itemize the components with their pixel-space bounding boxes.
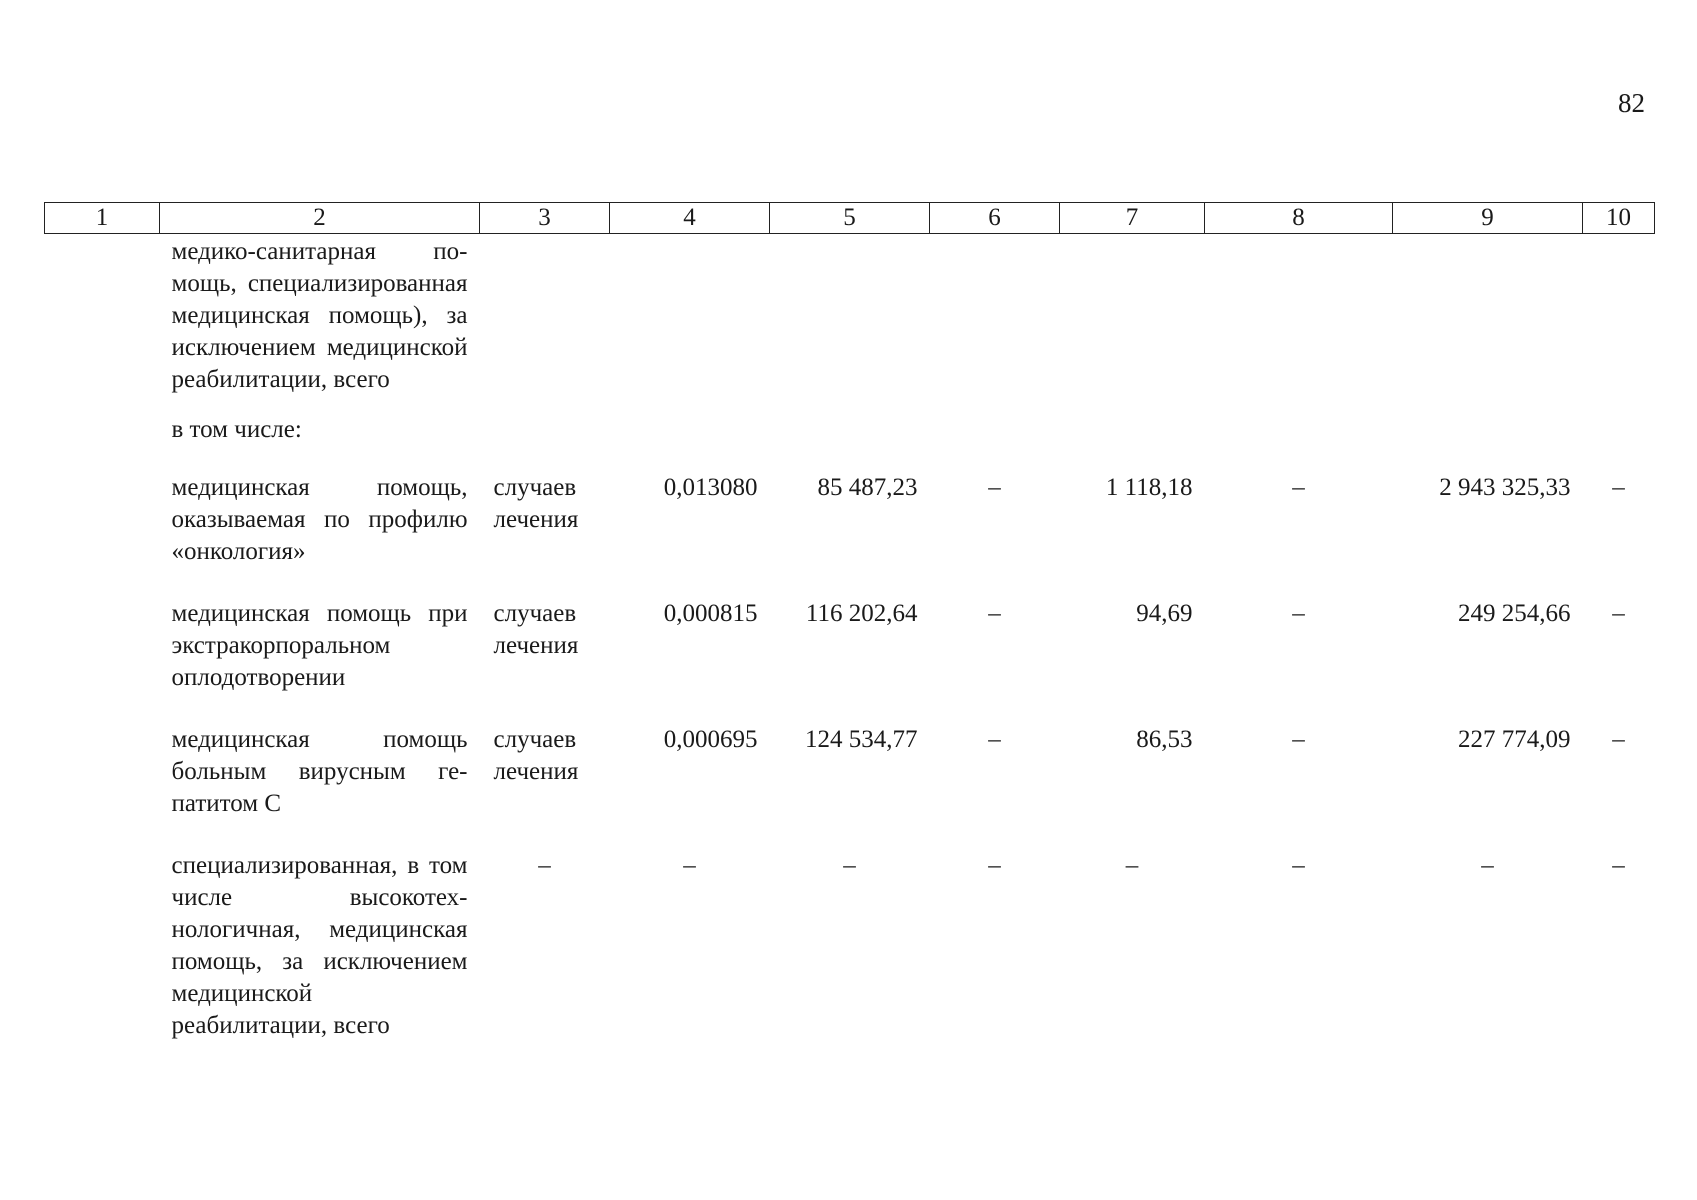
table-row — [45, 414, 1655, 472]
row-name: медицинская помощь, оказываемая по профилю «онкология» — [171, 474, 468, 565]
col-6-cell: – — [988, 474, 1001, 501]
col-4-cell: 0,000695 — [663, 726, 758, 753]
col-5-cell: 116 202,64 — [805, 600, 918, 627]
col-6-cell: – — [988, 726, 1001, 753]
unit-cell — [480, 234, 610, 415]
col-1-cell — [45, 234, 160, 415]
col-7-cell: 1 118,18 — [1105, 474, 1193, 501]
row-name: медико-санитарная помощь, специализированная медицинская помощь), за исключением медицинской реабилитации, всего — [171, 238, 468, 393]
col-5-cell — [770, 414, 930, 472]
col-7-cell — [1060, 414, 1205, 472]
table-row — [45, 724, 1655, 850]
col-10-cell: – — [1612, 474, 1625, 501]
col-5-cell — [770, 234, 930, 415]
column-header-9: 9 — [1393, 203, 1583, 234]
column-header-5: 5 — [770, 203, 930, 234]
col-10-cell: – — [1612, 600, 1625, 627]
row-name: в том числе: — [171, 416, 302, 443]
table-row — [45, 472, 1655, 598]
col-7-cell — [1060, 234, 1205, 415]
col-9-cell: – — [1481, 852, 1494, 879]
header-row — [45, 203, 1655, 234]
col-1-cell — [45, 724, 160, 850]
unit-cell: случаев лечения — [493, 726, 579, 785]
col-9-cell: 2 943 325,33 — [1439, 474, 1571, 501]
col-10-cell — [1583, 414, 1655, 472]
page-number: 82 — [1618, 88, 1645, 118]
column-header-6: 6 — [930, 203, 1060, 234]
column-header-2: 2 — [160, 203, 480, 234]
col-1-cell — [45, 850, 160, 1052]
col-4-cell: 0,013080 — [663, 474, 758, 501]
col-4-cell: 0,000815 — [663, 600, 758, 627]
col-1-cell — [45, 414, 160, 472]
col-8-cell: – — [1292, 600, 1305, 627]
column-header-3: 3 — [480, 203, 610, 234]
col-5-cell: 124 534,77 — [805, 726, 918, 753]
table-row — [45, 850, 1655, 1052]
col-8-cell: – — [1292, 726, 1305, 753]
col-7-cell: 94,69 — [1136, 600, 1193, 627]
col-6-cell — [930, 414, 1060, 472]
col-10-cell: – — [1612, 726, 1625, 753]
row-name: медицинская помощь при экстракорпоральном оплодотворении — [171, 600, 468, 691]
col-8-cell: – — [1292, 852, 1305, 879]
col-7-cell: 86,53 — [1136, 726, 1193, 753]
col-8-cell — [1205, 414, 1393, 472]
table-body — [45, 234, 1655, 1053]
table-row — [45, 234, 1655, 415]
col-4-cell — [610, 414, 770, 472]
col-9-cell — [1393, 414, 1583, 472]
col-1-cell — [45, 598, 160, 724]
col-1-cell — [45, 472, 160, 598]
col-9-cell — [1393, 234, 1583, 415]
col-6-cell: – — [988, 600, 1001, 627]
unit-cell — [480, 414, 610, 472]
col-6-cell — [930, 234, 1060, 415]
col-8-cell — [1205, 234, 1393, 415]
unit-cell: – — [538, 852, 551, 879]
column-header-7: 7 — [1060, 203, 1205, 234]
unit-cell: случаев лечения — [493, 474, 579, 533]
col-10-cell: – — [1612, 852, 1625, 879]
data-table — [44, 202, 1655, 1052]
col-4-cell — [610, 234, 770, 415]
column-header-4: 4 — [610, 203, 770, 234]
column-header-8: 8 — [1205, 203, 1393, 234]
col-7-cell: – — [1125, 852, 1139, 879]
col-9-cell: 227 774,09 — [1458, 726, 1571, 753]
column-header-10: 10 — [1583, 203, 1655, 234]
col-4-cell: – — [683, 852, 696, 879]
column-header-1: 1 — [45, 203, 160, 234]
row-name: медицинская помощь больным вирусным гепатитом С — [171, 726, 468, 817]
col-10-cell — [1583, 234, 1655, 415]
row-name: специализированная, в том числе высокотехнологичная, медицинская помощь, за исключением медицинской реабилитации, всего — [171, 852, 468, 1039]
table-container — [44, 202, 1654, 1052]
col-5-cell: – — [843, 852, 856, 879]
col-8-cell: – — [1292, 474, 1305, 501]
unit-cell: случаев лечения — [493, 600, 579, 659]
table-header — [45, 203, 1655, 234]
col-9-cell: 249 254,66 — [1458, 600, 1571, 627]
col-6-cell: – — [988, 852, 1001, 879]
col-5-cell: 85 487,23 — [817, 474, 918, 501]
table-row — [45, 598, 1655, 724]
